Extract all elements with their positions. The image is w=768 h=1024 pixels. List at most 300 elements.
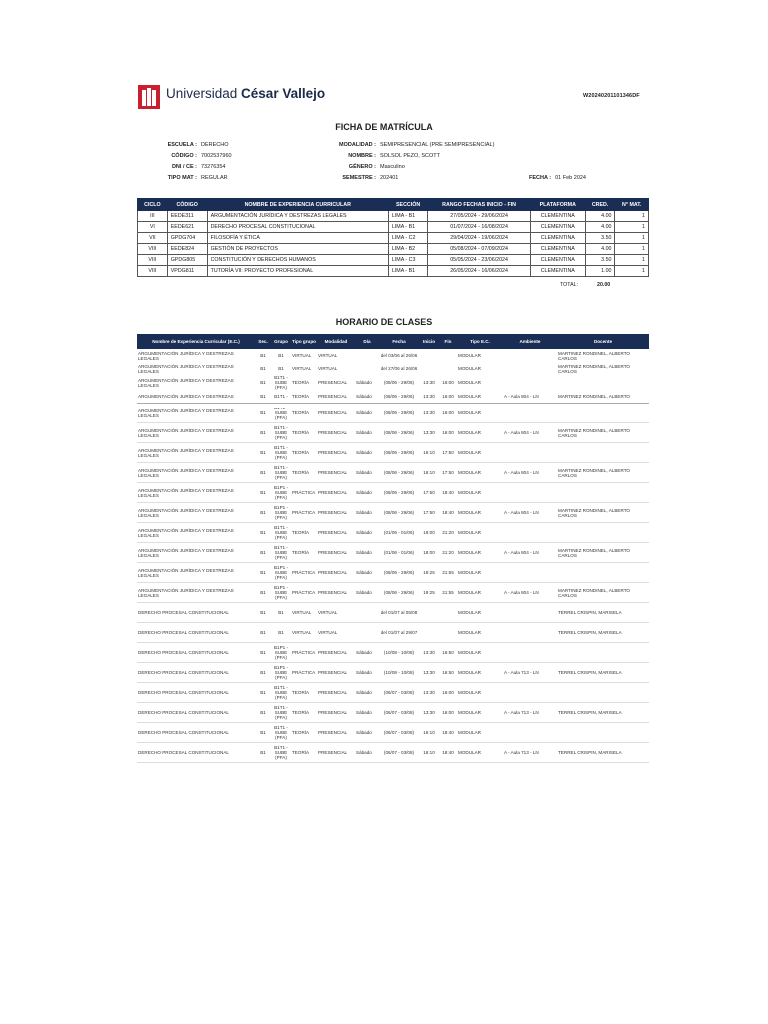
schedule-cell: MODULAR [457, 483, 503, 503]
schedule-cell: TEORÍA [291, 523, 317, 543]
schedule-cell: PRESENCIAL [317, 723, 355, 743]
info-label: NOMBRE : [348, 153, 376, 159]
enrollment-cell: LIMA - C2 [388, 233, 427, 244]
schedule-cell: PRESENCIAL [317, 743, 355, 763]
schedule-cell: A - Aula 804 - LN [503, 503, 557, 523]
schedule-cell: Sábado [356, 380, 372, 385]
schedule-cell: B1T1 - SUBE (PFA) [271, 443, 291, 463]
enrollment-cell: CLEMENTINA [530, 255, 585, 266]
schedule-row [137, 663, 649, 683]
schedule-cell: (08/06 - 29/06) [379, 563, 419, 583]
enrollment-cell: CLEMENTINA [530, 244, 585, 255]
enrollment-cell: 3.50 [585, 233, 615, 244]
schedule-cell: VIRTUAL [292, 353, 312, 358]
schedule-cell: Sábado [355, 563, 379, 583]
schedule-row [137, 643, 649, 663]
enrollment-cell: 3.50 [585, 255, 615, 266]
schedule-cell: VIRTUAL [292, 366, 312, 371]
schedule-cell: TEORÍA [291, 403, 317, 423]
schedule-cell: ARGUMENTACIÓN JURÍDICA Y DESTREZAS LEGALES [137, 443, 255, 463]
enrollment-cell: CLEMENTINA [530, 222, 585, 233]
schedule-cell: 21:55 [439, 563, 457, 583]
enrollment-header-cell: CRED. [585, 199, 615, 211]
schedule-cell [503, 375, 557, 390]
schedule-cell: 19:25 [419, 583, 439, 603]
schedule-cell: PRESENCIAL [317, 563, 355, 583]
fecha-info [529, 173, 586, 184]
schedule-cell: 18:40 [439, 723, 457, 743]
enrollment-cell: LIMA - B2 [388, 244, 427, 255]
enrollment-cell: LIMA - B1 [388, 266, 427, 277]
schedule-cell: ARGUMENTACIÓN JURÍDICA Y DESTREZAS LEGALES [137, 523, 255, 543]
schedule-cell: PRESENCIAL [317, 503, 355, 523]
enrollment-cell: 27/05/2024 - 29/06/2024 [428, 211, 531, 222]
schedule-header-cell: Fecha [379, 334, 419, 349]
schedule-rows [137, 403, 649, 763]
schedule-cell: MODULAR [458, 366, 481, 371]
schedule-cell: ARGUMENTACIÓN JURÍDICA Y DESTREZAS LEGALES [138, 363, 234, 374]
schedule-cell [503, 523, 557, 543]
schedule-cell [557, 523, 649, 543]
schedule-cell: A - Aula 713 - LN [503, 663, 557, 683]
schedule-cell: (06/07 - 03/08) [379, 743, 419, 763]
enrollment-cell: 1 [615, 244, 649, 255]
schedule-cell: Sábado [355, 583, 379, 603]
enrollment-cell: 1 [615, 255, 649, 266]
schedule-cell [439, 362, 457, 375]
schedule-cell: 17:50 [439, 463, 457, 483]
schedule-cell: DERECHO PROCESAL CONSTITUCIONAL [137, 723, 255, 743]
schedule-cell: (08/06 - 29/06) [379, 443, 419, 463]
schedule-cell: B1 [255, 683, 271, 703]
enrollment-row [138, 244, 649, 255]
schedule-cell: B1P1 - SUBE (PFA) [271, 483, 291, 503]
schedule-cell: PRESENCIAL [318, 380, 348, 385]
schedule-row [137, 483, 649, 503]
schedule-cell: PRESENCIAL [317, 423, 355, 443]
schedule-cell: PRESENCIAL [317, 403, 355, 423]
schedule-header-cell: Fin [439, 334, 457, 349]
schedule-cell: B1 [260, 394, 266, 399]
schedule-cell: B1 [278, 353, 284, 358]
schedule-cell: PRESENCIAL [317, 543, 355, 563]
schedule-cell [557, 643, 649, 663]
enrollment-cell: 1 [615, 266, 649, 277]
schedule-cell: VIRTUAL [317, 623, 355, 643]
schedule-cell: MODULAR [457, 523, 503, 543]
schedule-cell [503, 563, 557, 583]
schedule-cell: DERECHO PROCESAL CONSTITUCIONAL [137, 623, 255, 643]
schedule-row [137, 603, 649, 623]
schedule-cell [503, 349, 557, 362]
fecha-value: 01 Feb 2024 [555, 175, 586, 181]
schedule-header-cell: Docente [557, 334, 649, 349]
schedule-cell: Sábado [356, 394, 372, 399]
info-line [140, 162, 232, 173]
schedule-cell: (08/06 - 29/06) [379, 483, 419, 503]
schedule-container [137, 334, 649, 763]
schedule-cell: 18:40 [439, 743, 457, 763]
schedule-cell: TEORÍA [291, 703, 317, 723]
schedule-cell: (10/08 - 10/08) [379, 643, 419, 663]
enrollment-cell: 1.00 [585, 266, 615, 277]
enrollment-table-header [138, 199, 649, 211]
schedule-cell: MARTINEZ RONDINEL, ALBERTO [558, 394, 630, 399]
schedule-cell: (08/06 - 29/06) [379, 403, 419, 423]
enrollment-header-cell: PLATAFORMA [530, 199, 585, 211]
schedule-cell: TERREL CRISPIN, MARISELA [557, 603, 649, 623]
schedule-row [137, 583, 649, 603]
schedule-cell: Sábado [355, 503, 379, 523]
schedule-cell: PRESENCIAL [317, 443, 355, 463]
enrollment-cell: 1 [615, 211, 649, 222]
info-value: SEMIPRESENCIAL (PRE SEMIPRESENCIAL) [380, 142, 495, 148]
schedule-row [137, 503, 649, 523]
schedule-cell: DERECHO PROCESAL CONSTITUCIONAL [137, 663, 255, 683]
schedule-cell: ARGUMENTACIÓN JURÍDICA Y DESTREZAS LEGALES [137, 543, 255, 563]
schedule-cell: 13:30 [423, 394, 435, 399]
schedule-cell: TEORÍA [291, 743, 317, 763]
schedule-cell: B1T1 - SUBE (PFA) [274, 375, 288, 390]
schedule-cell: PRESENCIAL [317, 703, 355, 723]
schedule-cell: (01/06 - 01/06) [379, 543, 419, 563]
schedule-cell: MODULAR [457, 403, 503, 423]
schedule-cell: B1 [271, 623, 291, 643]
schedule-cell: 16:10 [419, 443, 439, 463]
schedule-cell: A - Aula 713 - LN [503, 703, 557, 723]
schedule-cell: MODULAR [457, 563, 503, 583]
schedule-row [137, 683, 649, 703]
schedule-cell: Sábado [355, 703, 379, 723]
schedule-cell: 16:00 [442, 394, 454, 399]
schedule-cell: MODULAR [457, 603, 503, 623]
schedule-cell: B1T1 - SUBE (PFA) [271, 423, 291, 443]
schedule-cell: PRESENCIAL [318, 394, 348, 399]
enrollment-row [138, 233, 649, 244]
enrollment-cell: EEDE311 [167, 211, 207, 222]
schedule-row [137, 375, 649, 390]
enrollment-header-cell: N° MAT. [615, 199, 649, 211]
schedule-cell: 16:50 [439, 663, 457, 683]
enrollment-cell: ARGUMENTACIÓN JURÍDICA Y DESTREZAS LEGALES [207, 211, 388, 222]
info-value: Masculino [380, 164, 405, 170]
schedule-cell: B1P1 - SUBE (PFA) [271, 643, 291, 663]
schedule-cell: DERECHO PROCESAL CONSTITUCIONAL [137, 683, 255, 703]
schedule-cell [503, 483, 557, 503]
schedule-cell: MARTINEZ RONDINEL, ALBERTO CARLOS [557, 423, 649, 443]
enrollment-cell: 4.00 [585, 244, 615, 255]
schedule-cell: (10/08 - 10/08) [379, 663, 419, 683]
schedule-cell: B1 [255, 663, 271, 683]
schedule-cell: B1 [255, 423, 271, 443]
fecha-label: FECHA : [529, 175, 552, 181]
schedule-cell: A - Aula 713 - LN [503, 743, 557, 763]
schedule-cell: B1 [260, 353, 266, 358]
schedule-cell: Sábado [355, 723, 379, 743]
schedule-cell: MODULAR [457, 623, 503, 643]
schedule-cell: 16:50 [439, 643, 457, 663]
schedule-cell: VIRTUAL [317, 603, 355, 623]
info-line [316, 162, 494, 173]
schedule-cell: 13:30 [419, 423, 439, 443]
schedule-cell: TEORÍA [291, 543, 317, 563]
schedule-cell: TEORÍA [291, 463, 317, 483]
schedule-cell: 18:40 [439, 483, 457, 503]
enrollment-cell: GPDG805 [167, 255, 207, 266]
university-name-bold: César Vallejo [241, 86, 326, 101]
schedule-cell [503, 723, 557, 743]
schedule-cell: ARGUMENTACIÓN JURÍDICA Y DESTREZAS LEGALES [137, 423, 255, 443]
info-label: DNI / CE : [171, 164, 197, 170]
info-value: 73276354 [201, 164, 226, 170]
schedule-cell: TERREL CRISPIN, MARISELA [557, 623, 649, 643]
enrollment-cell: 4.00 [585, 211, 615, 222]
enrollment-cell: VII [138, 233, 168, 244]
schedule-cell: ARGUMENTACIÓN JURÍDICA Y DESTREZAS LEGALES [137, 563, 255, 583]
schedule-row [137, 463, 649, 483]
enrollment-row [138, 255, 649, 266]
schedule-cell: 21:55 [439, 583, 457, 603]
schedule-header-cell: Inicio [419, 334, 439, 349]
schedule-cell: MODULAR [457, 703, 503, 723]
schedule-cell: Sábado [355, 403, 379, 423]
schedule-cell: del 01/07 al 29/07 [379, 623, 419, 643]
schedule-cell: B1 [255, 623, 271, 643]
schedule-cell: 17:50 [439, 443, 457, 463]
schedule-row [137, 723, 649, 743]
schedule-cell: B1T1 - [274, 394, 288, 399]
schedule-cell: DERECHO PROCESAL CONSTITUCIONAL [137, 743, 255, 763]
enrollment-cell: DERECHO PROCESAL CONSTITUCIONAL [207, 222, 388, 233]
schedule-cell: PRÁCTICA [291, 503, 317, 523]
schedule-header-cell: Nombre de Experiencia Curricular (E.C.) [137, 334, 255, 349]
info-label: CÓDIGO : [171, 153, 197, 159]
schedule-cell: Sábado [355, 643, 379, 663]
schedule-cell [503, 603, 557, 623]
schedule-cell: Sábado [355, 463, 379, 483]
schedule-cell: 16:00 [442, 380, 454, 385]
schedule-cell: 13:30 [419, 663, 439, 683]
info-label: GÉNERO : [348, 164, 376, 170]
schedule-header-cell: Día [355, 334, 379, 349]
info-label: ESCUELA : [167, 142, 197, 148]
schedule-cell: B1 [255, 403, 271, 423]
schedule-cell: MODULAR [458, 380, 481, 385]
schedule-cell: (06/07 - 03/08) [379, 683, 419, 703]
schedule-cell: VIRTUAL [318, 353, 338, 358]
enrollment-cell: VIII [138, 266, 168, 277]
schedule-cell [439, 349, 457, 362]
schedule-cell: (06/07 - 03/08) [379, 723, 419, 743]
schedule-cell: B1 [255, 743, 271, 763]
schedule-cell: B1 [255, 583, 271, 603]
total-value: 20.00 [597, 282, 611, 288]
schedule-row [137, 443, 649, 463]
enrollment-cell: TUTORÍA VII: PROYECTO PROFESIONAL [207, 266, 388, 277]
enrollment-cell: LIMA - B1 [388, 222, 427, 233]
info-label: SEMESTRE : [342, 175, 376, 181]
schedule-cell: PRESENCIAL [317, 463, 355, 483]
schedule-row [137, 563, 649, 583]
schedule-cell [557, 563, 649, 583]
schedule-cell: MODULAR [457, 443, 503, 463]
schedule-cell: B1T1 - SUBE (PFA) [271, 543, 291, 563]
enrollment-cell: CLEMENTINA [530, 211, 585, 222]
info-line [140, 151, 232, 162]
schedule-cell: A - Aula 804 - LN [503, 463, 557, 483]
schedule-table [137, 334, 649, 763]
schedule-cell: Sábado [355, 523, 379, 543]
schedule-cell: 18:00 [419, 523, 439, 543]
schedule-cell: 18:00 [419, 543, 439, 563]
schedule-cell [503, 683, 557, 703]
enrollment-cell: CLEMENTINA [530, 233, 585, 244]
schedule-cell: B1P1 - SUBE (PFA) [271, 563, 291, 583]
schedule-cell: 19:25 [419, 563, 439, 583]
enrollment-cell: 01/07/2024 - 16/08/2024 [428, 222, 531, 233]
schedule-cell: 18:40 [439, 503, 457, 523]
schedule-cell [355, 349, 379, 362]
schedule-cell [355, 362, 379, 375]
info-value: SOLSOL PEZO, SCOTT [380, 153, 441, 159]
schedule-header-cell: Grupo [271, 334, 291, 349]
enrollment-cell: VIII [138, 244, 168, 255]
schedule-cell: PRESENCIAL [317, 483, 355, 503]
schedule-cell: MODULAR [457, 543, 503, 563]
enrollment-cell: 05/05/2024 - 23/06/2024 [428, 255, 531, 266]
info-line [140, 173, 232, 184]
schedule-cell: MARTINEZ RONDINEL, ALBERTO CARLOS [557, 463, 649, 483]
schedule-cell: A - Aula 804 - LN [503, 543, 557, 563]
schedule-cell: B1 [271, 603, 291, 623]
schedule-cell: B1P1 - SUBE (PFA) [271, 503, 291, 523]
schedule-cell: B1T1 - SUBE (PFA) [271, 683, 291, 703]
schedule-cell: MODULAR [458, 394, 481, 399]
schedule-cell: del 27/06 al 26/06 [380, 366, 418, 371]
enrollment-cell: GESTIÓN DE PROYECTOS [207, 244, 388, 255]
schedule-cell: B1 [255, 603, 271, 623]
schedule-row [137, 543, 649, 563]
schedule-cell: ARGUMENTACIÓN JURÍDICA Y DESTREZAS LEGALES [138, 377, 234, 388]
info-label: TIPO MAT : [167, 175, 197, 181]
schedule-cell: ARGUMENTACIÓN JURÍDICA Y DESTREZAS LEGALES [138, 350, 234, 361]
schedule-cell: Sábado [355, 443, 379, 463]
schedule-cell: 17:50 [419, 483, 439, 503]
schedule-cell: ARGUMENTACIÓN JURÍDICA Y DESTREZAS LEGALES [137, 403, 255, 423]
enrollment-cell: 4.00 [585, 222, 615, 233]
schedule-cell: PRESENCIAL [317, 523, 355, 543]
schedule-cell: 13:30 [419, 403, 439, 423]
schedule-cell: VIRTUAL [318, 366, 338, 371]
schedule-cell: MARTINEZ RONDINEL, ALBERTO CARLOS [558, 350, 630, 361]
horario-title: HORARIO DE CLASES [335, 317, 433, 327]
schedule-cell [439, 603, 457, 623]
info-value: 7002537960 [201, 153, 232, 159]
enrollment-table-body [138, 211, 649, 277]
schedule-cell: 16:10 [419, 723, 439, 743]
schedule-row [137, 423, 649, 443]
schedule-cell: TEORÍA [292, 394, 310, 399]
schedule-cell: 16:00 [439, 403, 457, 423]
enrollment-row [138, 266, 649, 277]
schedule-cell: SUBE (PFA) [271, 403, 291, 423]
enrollment-cell: 1 [615, 233, 649, 244]
student-info-left [140, 140, 232, 184]
schedule-cell: 17:50 [419, 503, 439, 523]
schedule-cell: PRÁCTICA [291, 583, 317, 603]
schedule-cell: DERECHO PROCESAL CONSTITUCIONAL [137, 603, 255, 623]
schedule-cell: 16:00 [439, 423, 457, 443]
schedule-cell [557, 375, 649, 390]
info-line [140, 140, 232, 151]
schedule-cell: (08/06 - 29/06) [379, 583, 419, 603]
schedule-cell: PRESENCIAL [317, 583, 355, 603]
schedule-cell: B1 [278, 366, 284, 371]
schedule-cell: B1T1 - SUBE (PFA) [271, 743, 291, 763]
enrollment-cell: VIII [138, 255, 168, 266]
schedule-cell: 13:30 [419, 643, 439, 663]
schedule-cell: MODULAR [457, 723, 503, 743]
enrollment-cell: CONSTITUCIÓN Y DERECHOS HUMANOS [207, 255, 388, 266]
schedule-cell: (08/06 - 29/06) [379, 423, 419, 443]
enrollment-cell: III [138, 211, 168, 222]
schedule-cell: B1T1 - SUBE (PFA) [271, 523, 291, 543]
schedule-cell [419, 362, 439, 375]
info-line [316, 173, 494, 184]
schedule-cell: TEORÍA [291, 423, 317, 443]
schedule-cell: B1P1 - SUBE (PFA) [271, 583, 291, 603]
schedule-header-cell: Modalidad [317, 334, 355, 349]
enrollment-cell: 05/08/2024 - 07/09/2024 [428, 244, 531, 255]
enrollment-header-cell: SECCIÓN [388, 199, 427, 211]
schedule-cell: B1 [255, 703, 271, 723]
schedule-cell: MODULAR [457, 683, 503, 703]
schedule-cell: TEORÍA [291, 443, 317, 463]
schedule-cell: B1 [255, 643, 271, 663]
schedule-cell: PRESENCIAL [317, 643, 355, 663]
schedule-cell: B1 [260, 380, 266, 385]
schedule-cell: TEORÍA [292, 380, 310, 385]
schedule-cell: MARTINEZ RONDINEL, ALBERTO CARLOS [557, 503, 649, 523]
enrollment-header-cell: NOMBRE DE EXPERIENCIA CURRICULAR [207, 199, 388, 211]
enrollment-table [137, 198, 649, 277]
schedule-cell: TERREL CRISPIN, MARISELA [557, 663, 649, 683]
schedule-cell: A - Aula 804 - LN [504, 394, 539, 399]
enrollment-row [138, 211, 649, 222]
schedule-cell [419, 623, 439, 643]
schedule-cell: MODULAR [457, 743, 503, 763]
enrollment-cell: GPDG704 [167, 233, 207, 244]
schedule-table-header [137, 334, 649, 349]
schedule-cell: MODULAR [458, 353, 481, 358]
schedule-row [137, 743, 649, 763]
schedule-cell: B1 [255, 523, 271, 543]
enrollment-header-cell: CICLO [138, 199, 168, 211]
schedule-header-cell: Tipo E.C. [457, 334, 503, 349]
enrollment-cell: VPDG811 [167, 266, 207, 277]
enrollment-cell: VI [138, 222, 168, 233]
schedule-cell [503, 623, 557, 643]
schedule-cell: A - Aula 804 - LN [503, 423, 557, 443]
schedule-cell: PRESENCIAL [317, 663, 355, 683]
schedule-cell: TERREL CRISPIN, MARISELA [557, 743, 649, 763]
schedule-cell: MARTINEZ RONDINEL, ALBERTO CARLOS [557, 543, 649, 563]
schedule-cell: TEORÍA [291, 683, 317, 703]
schedule-cell: del 01/07 al 05/08 [379, 603, 419, 623]
schedule-cell: B1 [255, 723, 271, 743]
schedule-cell: ARGUMENTACIÓN JURÍDICA Y DESTREZAS LEGALES [137, 463, 255, 483]
enrollment-header-cell: RANGO FECHAS INICIO - FIN [428, 199, 531, 211]
